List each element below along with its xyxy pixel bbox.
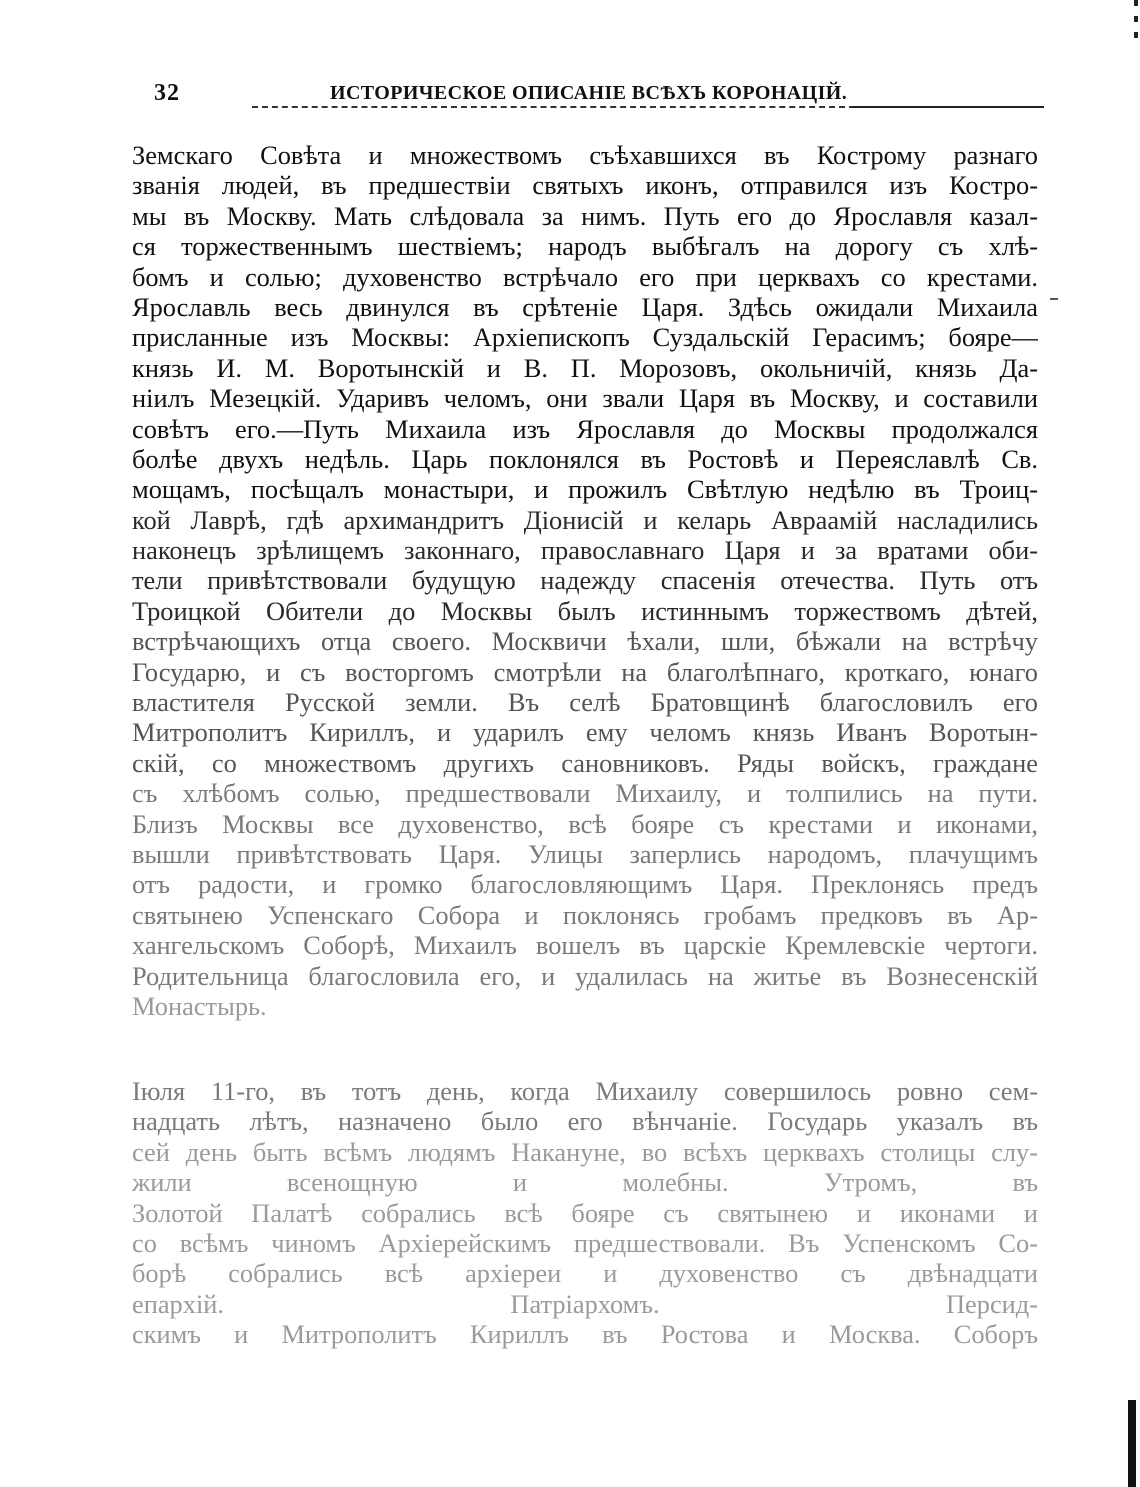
text-line: жили всенощную и молебны. Утромъ, въ: [132, 1167, 1038, 1198]
text-line: бомъ и солью; духовенство встрѣчало его при церквахъ со крестами.: [132, 261, 1038, 292]
text-line: вышли привѣтствовать Царя. Улицы заперлись народомъ, плачущимъ: [132, 838, 1038, 869]
text-line: званія людей, въ предшествіи святыхъ иконъ, отправился изъ Костро-: [132, 170, 1038, 201]
text-line: Троицкой Обители до Москвы былъ истиннымъ торжествомъ дѣтей,: [132, 595, 1038, 626]
text-line: надцать лѣтъ, назначено было его вѣнчаніе. Государь указалъ въ: [132, 1106, 1038, 1137]
text-line: Ярославль весь двинулся въ срѣтеніе Царя. Здѣсь ожидали Михаила: [132, 291, 1038, 322]
paragraph-2: [132, 1076, 1038, 1350]
text-line: Іюля 11-го, въ тотъ день, когда Михаилу совершилось ровно сем-: [132, 1076, 1038, 1106]
text-line: ніилъ Мезецкій. Ударивъ челомъ, они звали Царя въ Москву, и составили: [132, 383, 1038, 414]
text-line: борѣ собрались всѣ архіереи и духовенство съ двѣнадцати: [132, 1258, 1038, 1289]
text-line: встрѣчающихъ отца своего. Москвичи ѣхали, шли, бѣжали на встрѣчу: [132, 626, 1038, 657]
text-line: совѣтъ его.—Путь Михаила изъ Ярославля до Москвы продолжался: [132, 413, 1038, 444]
text-line: Монастырь.: [132, 990, 267, 1021]
text-line: святынею Успенскаго Собора и поклонясь гробамъ предковъ въ Ар-: [132, 899, 1038, 930]
text-line: наконецъ зрѣлищемъ законнаго, православнаго Царя и за вратами оби-: [132, 535, 1038, 566]
text-line: скій, со множествомъ другихъ сановниковъ. Ряды войскъ, граждане: [132, 747, 1038, 778]
margin-speck: [1050, 298, 1058, 300]
page-number: 32: [154, 80, 180, 106]
text-line: тели привѣтствовали будущую надежду спасенія отечества. Путь отъ: [132, 565, 1038, 596]
text-line: съ хлѣбомъ солью, предшествовали Михаилу, и толпились на пути.: [132, 778, 1038, 809]
text-line: Золотой Палатѣ собрались всѣ бояре съ святынею и иконами и: [132, 1197, 1038, 1228]
text-line: Земскаго Совѣта и множествомъ съѣхавшихся въ Кострому разнаго: [132, 140, 1038, 170]
text-line: ся торжественнымъ шествіемъ; народъ выбѣгалъ на дорогу съ хлѣ-: [132, 231, 1038, 262]
running-head: [132, 74, 1044, 110]
text-line: властителя Русской земли. Въ селѣ Братовщинѣ благословилъ его: [132, 687, 1038, 718]
text-line: Государю, и съ восторгомъ смотрѣли на благолѣпнаго, кроткаго, юнаго: [132, 656, 1038, 687]
running-head-rule-solid: [852, 106, 1044, 108]
text-line: мы въ Москву. Мать слѣдовала за нимъ. Путь его до Ярославля казал-: [132, 200, 1038, 231]
running-head-title: ИСТОРИЧЕСКОЕ ОПИСАНІЕ ВСѢХЪ КОРОНАЦІЙ.: [330, 82, 848, 104]
text-line: болѣе двухъ недѣль. Царь поклонялся въ Ростовѣ и Переяславлѣ Св.: [132, 443, 1038, 474]
text-line: хангельскомъ Соборѣ, Михаилъ вошелъ въ царскіе Кремлевскіе чертоги.: [132, 930, 1038, 961]
text-line: Митрополитъ Кириллъ, и ударилъ ему челомъ князь Иванъ Воротын-: [132, 717, 1038, 748]
text-line: со всѣмъ чиномъ Архіерейскимъ предшествовали. Въ Успенскомъ Со-: [132, 1227, 1038, 1258]
scan-edge-mark-bottom: [1128, 1400, 1136, 1487]
text-line: Близъ Москвы все духовенство, всѣ бояре съ крестами и иконами,: [132, 808, 1038, 839]
text-line: сей день быть всѣмъ людямъ Накануне, во всѣхъ церквахъ столицы слу-: [132, 1136, 1038, 1167]
text-line: присланные изъ Москвы: Архіепископъ Суздальскій Герасимъ; бояре—: [132, 322, 1038, 353]
paragraph-1: [132, 140, 1038, 1021]
text-line: епархій. Патріархомъ. Персид-: [132, 1288, 1038, 1319]
text-line: отъ радости, и громко благословляющимъ Царя. Преклонясь предъ: [132, 869, 1038, 900]
text-line: Родительница благословила его, и удалилась на житье въ Вознесенскій: [132, 960, 1038, 991]
text-line: мощамъ, посѣщалъ монастыри, и прожилъ Свѣтлую недѣлю въ Троиц-: [132, 474, 1038, 505]
text-line: князь И. М. Воротынскій и В. П. Морозовъ, окольничій, князь Да-: [132, 352, 1038, 383]
scan-edge-mark-top: [1134, 0, 1138, 44]
text-line: кой Лаврѣ, гдѣ архимандритъ Діонисій и келарь Авраамій насладились: [132, 504, 1038, 535]
text-line: скимъ и Митрополитъ Кириллъ въ Ростова и Москва. Соборъ: [132, 1319, 1038, 1350]
